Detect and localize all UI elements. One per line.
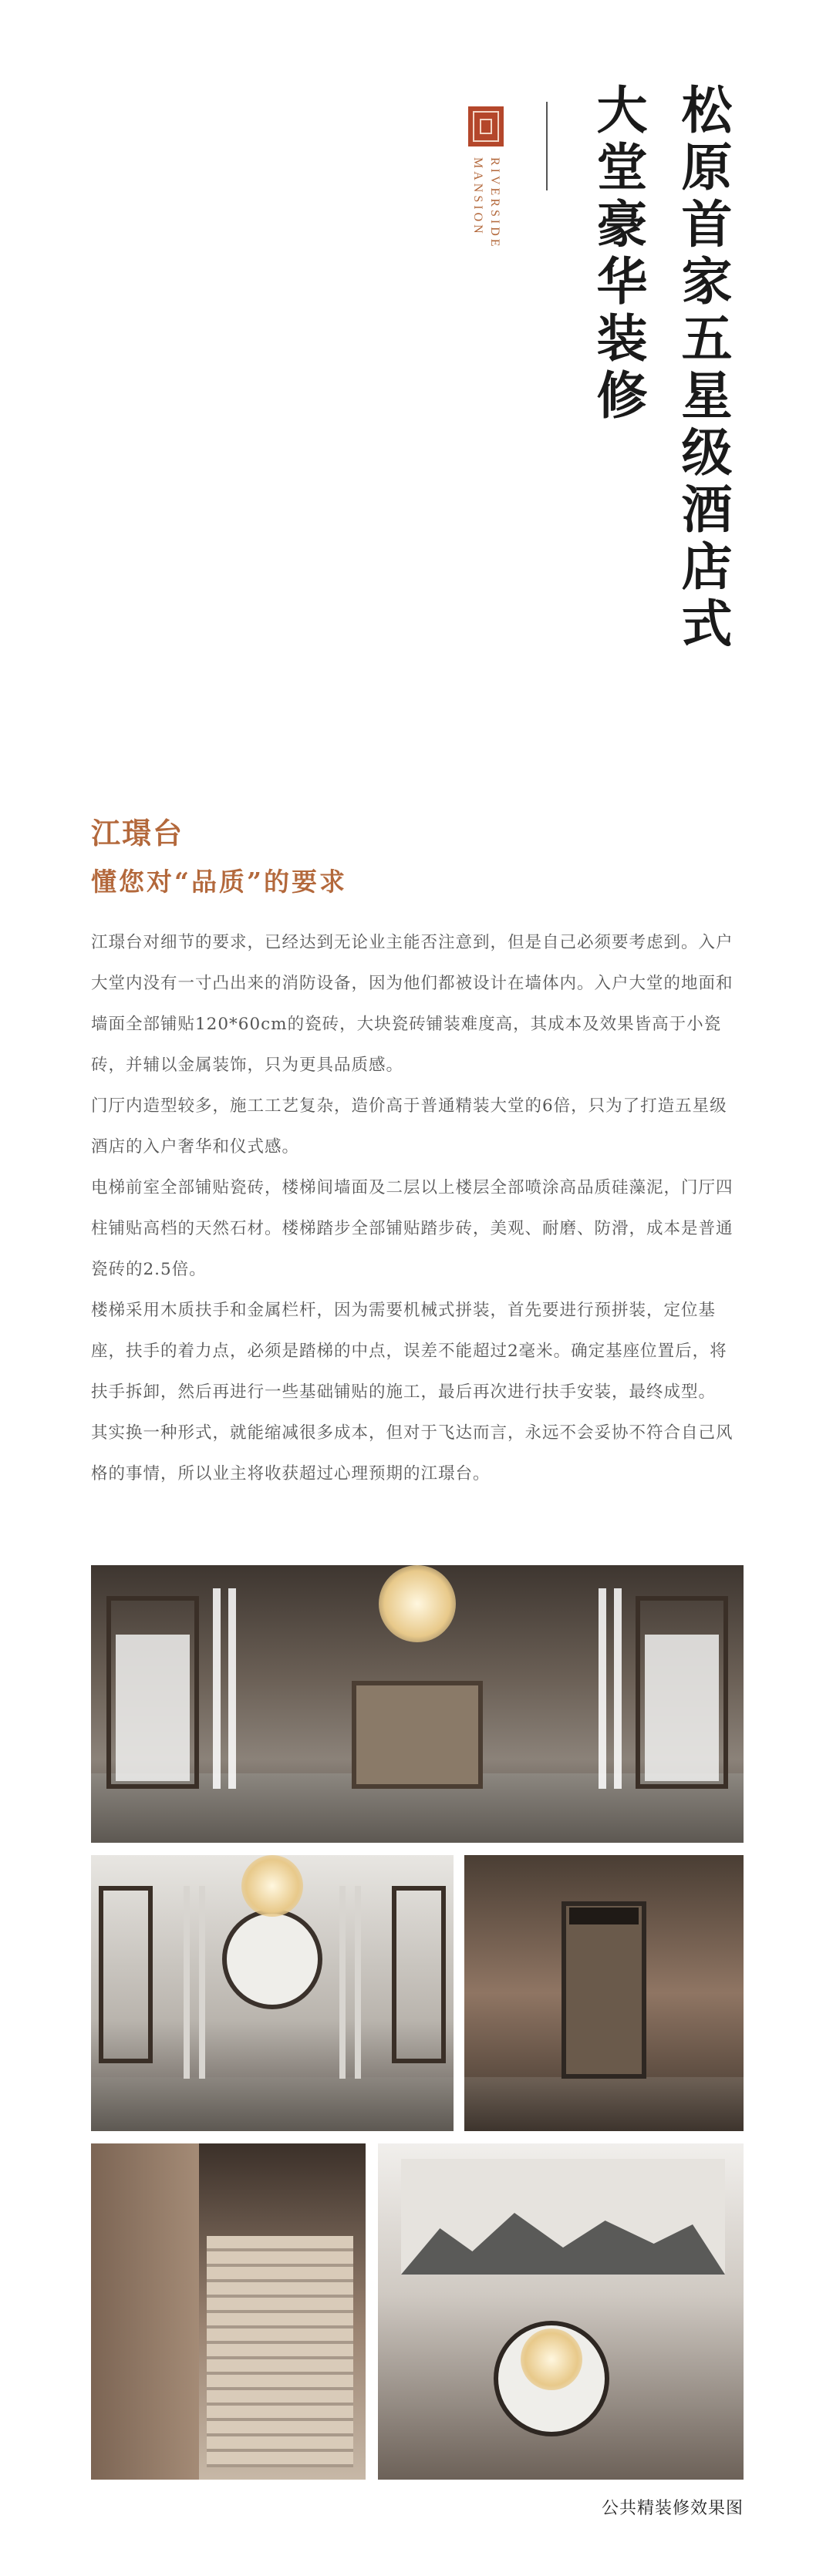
chandelier: [241, 1855, 303, 1917]
door-glass-left: [116, 1635, 190, 1781]
moon-gate: [222, 1909, 322, 2009]
door-glass-right: [645, 1635, 719, 1781]
slat: [599, 1588, 606, 1789]
chandelier: [521, 2329, 582, 2390]
slat: [614, 1588, 622, 1789]
section-subtitle: 懂您对“品质”的要求: [91, 867, 347, 897]
brand-name: [470, 157, 501, 250]
paragraph-5: 其实换一种形式，就能缩减很多成本，但对于飞达而言，永远不会妥协不符合自己风格的事情，所以业主将收获超过心理预期的江璟台。: [91, 1423, 734, 1483]
photo-caption: 公共精装修效果图: [601, 2499, 744, 2518]
slat: [184, 1886, 190, 2079]
slat: [355, 1886, 361, 2079]
paragraph-2: 门厅内造型较多，施工工艺复杂，造价高于普通精装大堂的6倍，只为了打造五星级酒店的入户奢华和仪式感。: [91, 1096, 727, 1157]
paragraph-1: 江璟台对细节的要求，已经达到无论业主能否注意到，但是自己必须要考虑到。入户大堂内没有一寸凸出来的消防设备，因为他们都被设计在墙体内。入户大堂的地面和墙面全部铺贴120*60cm的瓷砖，大块瓷砖铺装难度高，其成本及效果皆高于小瓷砖，并辅以金属装饰，只为更具品质感。: [91, 933, 734, 1075]
stone-wall: [91, 2143, 199, 2480]
slat: [199, 1886, 205, 2079]
seal-icon: [468, 106, 504, 146]
floor-indicator: [569, 1908, 639, 1924]
brand-line-1: RIVERSIDE: [488, 157, 501, 250]
door-frame-right: [392, 1886, 446, 2063]
stair-steps: [207, 2236, 353, 2467]
lobby-photo: [91, 1565, 744, 1843]
floor: [464, 2077, 744, 2131]
stairwell-photo: [91, 2143, 366, 2480]
paragraph-4: 楼梯采用木质扶手和金属栏杆，因为需要机械式拼装，首先要进行预拼装，定位基座，扶手的着力点，必须是踏梯的中点，误差不能超过2毫米。确定基座位置后，将扶手拆卸，然后再进行一些基础铺贴的施工，最后再次进行扶手安装，最终成型。: [91, 1301, 727, 1402]
elevator-door: [562, 1901, 646, 2079]
brand-line-2: MANSION: [471, 157, 484, 237]
section-name: 江璟台: [91, 816, 184, 850]
page-title-line-2: 大堂豪华装修: [588, 83, 648, 426]
elevator-photo: [464, 1855, 744, 2131]
door-frame-left: [99, 1886, 153, 2063]
moon-gate-photo: [91, 1855, 454, 2131]
body-text: [91, 922, 744, 1494]
page-title-line-1: 松原首家五星级酒店式: [673, 83, 733, 654]
slat: [228, 1588, 236, 1789]
chandelier: [379, 1565, 456, 1642]
slat: [213, 1588, 221, 1789]
mural-photo: [378, 2143, 744, 2480]
slat: [339, 1886, 346, 2079]
entry-door: [352, 1681, 483, 1789]
title-divider: [546, 102, 548, 190]
paragraph-3: 电梯前室全部铺贴瓷砖，楼梯间墙面及二层以上楼层全部喷涂高品质硅藻泥，门厅四柱铺贴高档的天然石材。楼梯踏步全部铺贴踏步砖，美观、耐磨、防滑，成本是普通瓷砖的2.5倍。: [91, 1178, 734, 1279]
brand-logo: [461, 106, 511, 250]
floor: [91, 2077, 454, 2131]
